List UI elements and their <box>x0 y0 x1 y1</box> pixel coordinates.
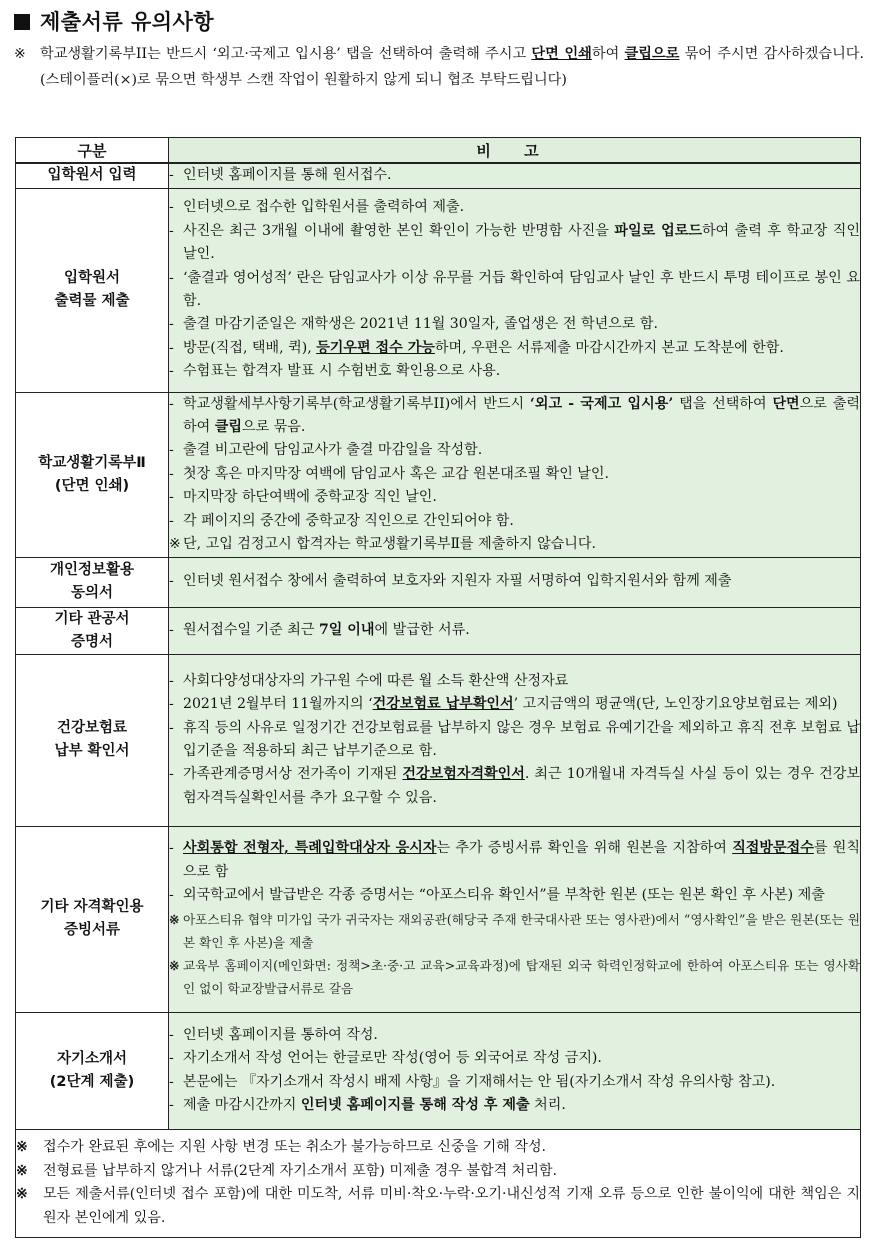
category-line: (2단계 제출) <box>49 1073 135 1090</box>
text-run: 사진은 최근 3개월 이내에 촬영한 본인 확인이 가능한 반명함 사진을 <box>183 222 615 239</box>
header-remarks: 비 고 <box>169 138 861 164</box>
row-category <box>16 557 169 607</box>
row-remarks <box>169 557 861 607</box>
text-run: 인터넷 홈페이지를 통하여 작성. <box>183 1026 378 1043</box>
text-run: 파일로 업로드 <box>614 222 702 239</box>
row-remarks <box>169 654 861 826</box>
list-item <box>169 220 860 267</box>
list-item <box>169 533 860 556</box>
row-remarks <box>169 188 861 392</box>
list-item <box>169 439 860 462</box>
text-run: ‘출결과 영어성적’ 란은 담임교사가 이상 유무를 거듭 확인하여 담임교사 날인 후 반드시 투명 테이프로 봉인 요함. <box>183 269 860 309</box>
dash-bullet: - <box>169 719 174 736</box>
category-line: 학교생활기록부Ⅱ <box>38 454 146 471</box>
list-item <box>169 1024 860 1047</box>
category-line: 입학원서 <box>63 270 121 286</box>
list-item <box>169 393 860 440</box>
table-header-row <box>16 138 861 164</box>
requirements-table <box>15 137 861 1238</box>
dash-bullet: - <box>169 442 174 459</box>
list-item <box>169 486 860 509</box>
text-run: 출결 마감기준일은 재학생은 2021년 11월 30일자, 졸업생은 전 학년으로 함. <box>183 316 658 333</box>
dash-bullet: - <box>169 672 174 689</box>
text-run: 클립 <box>214 418 242 435</box>
row-category <box>16 654 169 826</box>
row-remarks <box>169 607 861 654</box>
text-run: 클립으로 <box>624 46 680 62</box>
table-row <box>16 607 861 654</box>
dash-bullet: - <box>169 339 174 356</box>
footnote-item <box>16 1183 860 1230</box>
row-remarks <box>169 392 861 557</box>
list-item <box>169 717 860 764</box>
text-run: 탭을 선택하여 <box>673 395 773 412</box>
text-run: 인터넷 원서접수 창에서 출력하여 보호자와 지원자 자필 서명하여 입학지원서와 함께 제출 <box>183 573 732 590</box>
text-run: 방문(직접, 택배, 퀵), <box>183 339 317 356</box>
intro-mark: ※ <box>14 46 26 62</box>
text-run: 아포스티유 협약 미가입 국가 귀국자는 재외공관(해당국 주재 한국대사관 또는 영사관)에서 “영사확인”을 받은 원본(또는 원본 확인 후 사본)을 제출 <box>183 911 860 950</box>
category-line: 증명서 <box>70 633 114 650</box>
footnotes-row <box>16 1129 861 1237</box>
dash-bullet: - <box>169 1026 174 1043</box>
text-run: ‘외고 - 국제고 입시용’ <box>529 395 674 412</box>
category-line: 증빙서류 <box>63 922 121 938</box>
dash-bullet: - <box>169 222 174 239</box>
list-item <box>169 1071 860 1094</box>
intro-notice <box>14 41 864 93</box>
list-item <box>169 693 860 716</box>
list-item <box>169 267 860 314</box>
list-item <box>169 337 860 360</box>
list-item <box>169 619 860 642</box>
table-row <box>16 1012 861 1129</box>
dash-bullet: - <box>169 395 174 412</box>
dash-bullet: - <box>169 621 174 638</box>
dash-bullet: - <box>169 167 174 184</box>
text-run: 외국학교에서 발급받은 각종 증명서는 “아포스티유 확인서”를 부착한 원본 (또는 원본 확인 후 사본) 제출 <box>183 887 825 904</box>
list-item <box>169 510 860 533</box>
text-run: 건강보험자격확인서 <box>402 766 525 783</box>
table-row <box>16 163 861 188</box>
list-item <box>169 164 860 187</box>
row-category <box>16 1012 169 1129</box>
text-run: 묶어 주시면 감사하겠습니다. (스테이플러(×)로 묶으면 학생부 스캔 작업이 원활하지 않게 되니 협조 부탁드립니다) <box>40 46 864 88</box>
list-item <box>169 884 860 907</box>
footnote-text: 모든 제출서류(인터넷 접수 포함)에 대한 미도착, 서류 미비·착오·누락·오기·내신성적 기재 오류 등으로 인한 불이익에 대한 책임은 지원자 본인에게 있음. <box>43 1186 860 1226</box>
text-run: 교육부 홈페이지(메인화면: 정책>초·중·고 교육>교육과정)에 탑재된 외국 학력인정학교에 한하여 아포스티유 또는 영사확인 없이 학교장발급서류로 갈음 <box>183 958 860 997</box>
dash-bullet: - <box>169 199 174 216</box>
dash-bullet: - <box>169 766 174 783</box>
text-run: 를 원칙으로 함 <box>183 840 861 880</box>
table-row <box>16 826 861 1012</box>
footnotes <box>16 1129 861 1237</box>
text-run: 휴직 등의 사유로 일정기간 건강보험료를 납부하지 않은 경우 보험료 유예기간을 제외하고 휴직 전후 보험료 납입기준을 적용하되 최근 납부기준으로 함. <box>183 719 860 759</box>
table-row <box>16 392 861 557</box>
text-run: 에 발급한 서류. <box>374 621 470 638</box>
list-item <box>169 1047 860 1070</box>
text-run: 단면 인쇄 <box>531 46 592 62</box>
category-line: (단면 인쇄) <box>54 477 130 494</box>
footnote-text: 전형료를 납부하지 않거나 서류(2단계 자기소개서 포함) 미제출 경우 불합격 처리함. <box>43 1162 558 1179</box>
list-item <box>169 908 860 954</box>
text-run: 자기소개서 작성 언어는 한글로만 작성(영어 등 외국어로 작성 금지). <box>183 1050 602 1067</box>
category-line: 출력물 제출 <box>54 293 130 309</box>
table-row <box>16 654 861 826</box>
row-category <box>16 607 169 654</box>
note-mark: ※ <box>169 911 180 927</box>
list-item <box>169 670 860 693</box>
text-run: 하여 출력 후 학교장 직인 날인. <box>183 222 860 263</box>
category-line: 동의서 <box>70 585 114 601</box>
text-run: 하며, 우편은 서류제출 마감시간까지 본교 도착분에 한함. <box>434 339 784 356</box>
dash-bullet: - <box>169 316 174 333</box>
list-item <box>169 196 860 219</box>
square-bullet-icon <box>14 14 30 30</box>
dash-bullet: - <box>169 512 174 529</box>
list-item <box>169 837 860 884</box>
dash-bullet: - <box>169 363 174 380</box>
dash-bullet: - <box>169 489 174 506</box>
list-item <box>169 313 860 336</box>
category-line: 자기소개서 <box>56 1050 128 1067</box>
category-line: 개인정보활용 <box>49 562 135 578</box>
text-run: 인터넷 홈페이지를 통해 작성 후 제출 <box>300 1096 530 1113</box>
list-item <box>169 463 860 486</box>
footnote-item <box>16 1136 860 1160</box>
text-run: 학교생활기록부II는 반드시 ‘외고·국제고 입시용’ 탭을 선택하여 출력해 주시고 <box>40 46 532 62</box>
row-remarks <box>169 163 861 188</box>
text-run: 으로 출력하여 <box>183 395 860 435</box>
text-run: 는 추가 증빙서류 확인을 위해 원본을 지참하여 <box>436 840 733 857</box>
table-row <box>16 188 861 392</box>
row-category <box>16 188 169 392</box>
dash-bullet: - <box>169 840 174 857</box>
list-item <box>169 954 860 1000</box>
text-run: 2021년 2월부터 11월까지의 ‘ <box>183 696 373 713</box>
dash-bullet: - <box>169 696 174 713</box>
text-run: 원서접수일 기준 최근 <box>183 621 319 638</box>
row-category <box>16 163 169 188</box>
list-item <box>169 570 860 593</box>
note-mark: ※ <box>16 1186 28 1202</box>
text-run: 출결 비고란에 담임교사가 출결 마감일을 작성함. <box>183 442 483 459</box>
category-line: 기타 관공서 <box>54 610 130 627</box>
text-run: . 최근 10개월내 자격득실 사실 등이 있는 경우 건강보험자격득실확인서를 추가 요구할 수 있음. <box>183 766 860 806</box>
dash-bullet: - <box>169 269 174 286</box>
text-run: 인터넷으로 접수한 입학원서를 출력하여 제출. <box>183 199 465 216</box>
text-run: 사회다양성대상자의 가구원 수에 따른 월 소득 환산액 산정자료 <box>183 672 569 689</box>
text-run: 사회통합 전형자, 특례입학대상자 응시자 <box>183 840 437 857</box>
text-run: 직접방문접수 <box>732 840 814 857</box>
text-run: 처리. <box>529 1096 566 1113</box>
note-mark: ※ <box>169 958 180 974</box>
row-category <box>16 392 169 557</box>
footnote-text: 접수가 완료된 후에는 지원 사항 변경 또는 취소가 불가능하므로 신중을 기해 작성. <box>43 1139 547 1155</box>
dash-bullet: - <box>169 1050 174 1067</box>
text-run: 등기우편 접수 가능 <box>316 339 435 356</box>
text-run: 단, 고입 검정고시 합격자는 학교생활기록부Ⅱ를 제출하지 않습니다. <box>183 536 597 553</box>
text-run: 본문에는 『자기소개서 작성시 배제 사항』을 기재해서는 안 됨(자기소개서 작성 유의사항 참고). <box>183 1073 776 1090</box>
note-mark: ※ <box>16 1162 28 1179</box>
header-category: 구분 <box>16 138 169 164</box>
text-run: 인터넷 홈페이지를 통해 원서접수. <box>183 167 392 184</box>
category-line: 입학원서 입력 <box>47 167 137 184</box>
dash-bullet: - <box>169 887 174 904</box>
footnote-item <box>16 1160 860 1184</box>
dash-bullet: - <box>169 573 174 590</box>
category-line: 기타 자격확인용 <box>40 899 144 915</box>
table-row <box>16 557 861 607</box>
text-run: 으로 묶음. <box>241 418 306 435</box>
dash-bullet: - <box>169 465 174 482</box>
list-item <box>169 763 860 810</box>
row-remarks <box>169 1012 861 1129</box>
text-run: 가족관계증명서상 전가족이 기재된 <box>183 766 403 783</box>
text-run: 건강보험료 납부확인서 <box>372 696 514 713</box>
text-run: 마지막장 하단여백에 중학교장 직인 날인. <box>183 489 437 506</box>
text-run: 수험표는 합격자 발표 시 수험번호 확인용으로 사용. <box>183 363 501 380</box>
dash-bullet: - <box>169 1096 174 1113</box>
text-run: 학교생활세부사항기록부(학교생활기록부II)에서 반드시 <box>183 395 530 412</box>
page-title-text: 제출서류 유의사항 <box>40 10 215 34</box>
text-run: 각 페이지의 중간에 중학교장 직인으로 간인되어야 함. <box>183 512 514 529</box>
text-run: ’ 고지금액의 평균액(단, 노인장기요양보험료는 제외) <box>513 696 838 713</box>
text-run: 하여 <box>591 46 625 62</box>
row-remarks <box>169 826 861 1012</box>
text-run: 첫장 혹은 마지막장 여백에 담임교사 혹은 교감 원본대조필 확인 날인. <box>183 465 610 482</box>
text-run: 7일 이내 <box>318 621 375 638</box>
category-line: 납부 확인서 <box>54 743 130 759</box>
page-title <box>14 6 214 34</box>
text-run: 제출 마감시간까지 <box>183 1096 301 1113</box>
intro-text <box>40 41 864 93</box>
list-item <box>169 1094 860 1117</box>
list-item <box>169 360 860 383</box>
dash-bullet: - <box>169 1073 174 1090</box>
category-line: 건강보험료 <box>56 720 128 736</box>
row-category <box>16 826 169 1012</box>
text-run: 단면 <box>772 395 800 412</box>
note-mark: ※ <box>16 1139 28 1155</box>
note-mark: ※ <box>169 536 181 553</box>
